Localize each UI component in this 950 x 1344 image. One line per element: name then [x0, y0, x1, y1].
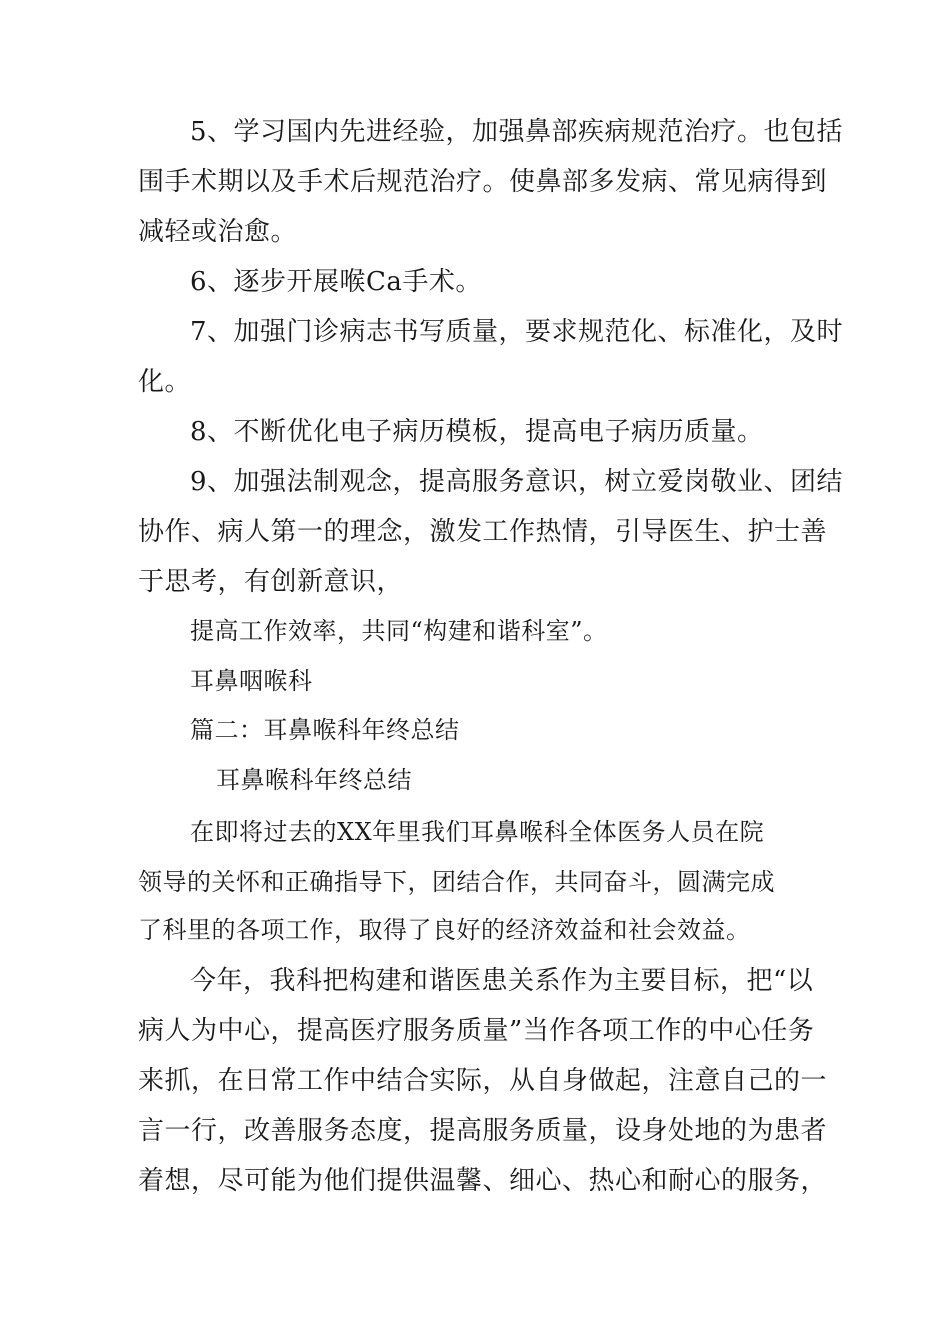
paragraph-line: 9、加强法制观念，提高服务意识，树立爱岗敬业、团结	[190, 467, 844, 497]
paragraph-line: 言一行，改善服务态度，提高服务质量，设身处地的为患者	[138, 1116, 828, 1146]
paragraph-line: 7、加强门诊病志书写质量，要求规范化、标准化，及时	[190, 317, 844, 347]
paragraph-line: 8、不断优化电子病历模板，提高电子病历质量。	[190, 417, 764, 447]
paragraph-line: 协作、病人第一的理念，激发工作热情，引导医生、护士善	[138, 517, 828, 547]
paragraph-line: 领导的关怀和正确指导下，团结合作，共同奋斗，圆满完成	[138, 868, 775, 896]
paragraph-line: 了科里的各项工作，取得了良好的经济效益和社会效益。	[138, 916, 751, 944]
section-heading: 篇二：耳鼻喉科年终总结	[190, 716, 460, 744]
paragraph-line: 在即将过去的XX年里我们耳鼻喉科全体医务人员在院	[190, 818, 765, 846]
paragraph-line: 今年，我科把构建和谐医患关系作为主要目标，把“以	[190, 966, 814, 996]
paragraph-line: 着想，尽可能为他们提供温馨、细心、热心和耐心的服务，	[138, 1166, 828, 1196]
paragraph-line: 5、学习国内先进经验，加强鼻部疾病规范治疗。也包括	[190, 117, 844, 147]
paragraph-line: 于思考，有创新意识，	[138, 567, 404, 597]
document-title: 耳鼻喉科年终总结	[216, 766, 412, 794]
paragraph-line: 化。	[138, 367, 192, 397]
paragraph-line: 6、逐步开展喉Ca手术。	[190, 267, 482, 297]
paragraph-line: 耳鼻咽喉科	[190, 667, 313, 695]
paragraph-line: 提高工作效率，共同“构建和谐科室”。	[190, 617, 608, 645]
paragraph-line: 来抓，在日常工作中结合实际，从自身做起，注意自己的一	[138, 1066, 828, 1096]
paragraph-line: 减轻或治愈。	[138, 217, 298, 247]
paragraph-line: 病人为中心，提高医疗服务质量”当作各项工作的中心任务	[138, 1016, 815, 1046]
paragraph-line: 围手术期以及手术后规范治疗。使鼻部多发病、常见病得到	[138, 167, 828, 197]
